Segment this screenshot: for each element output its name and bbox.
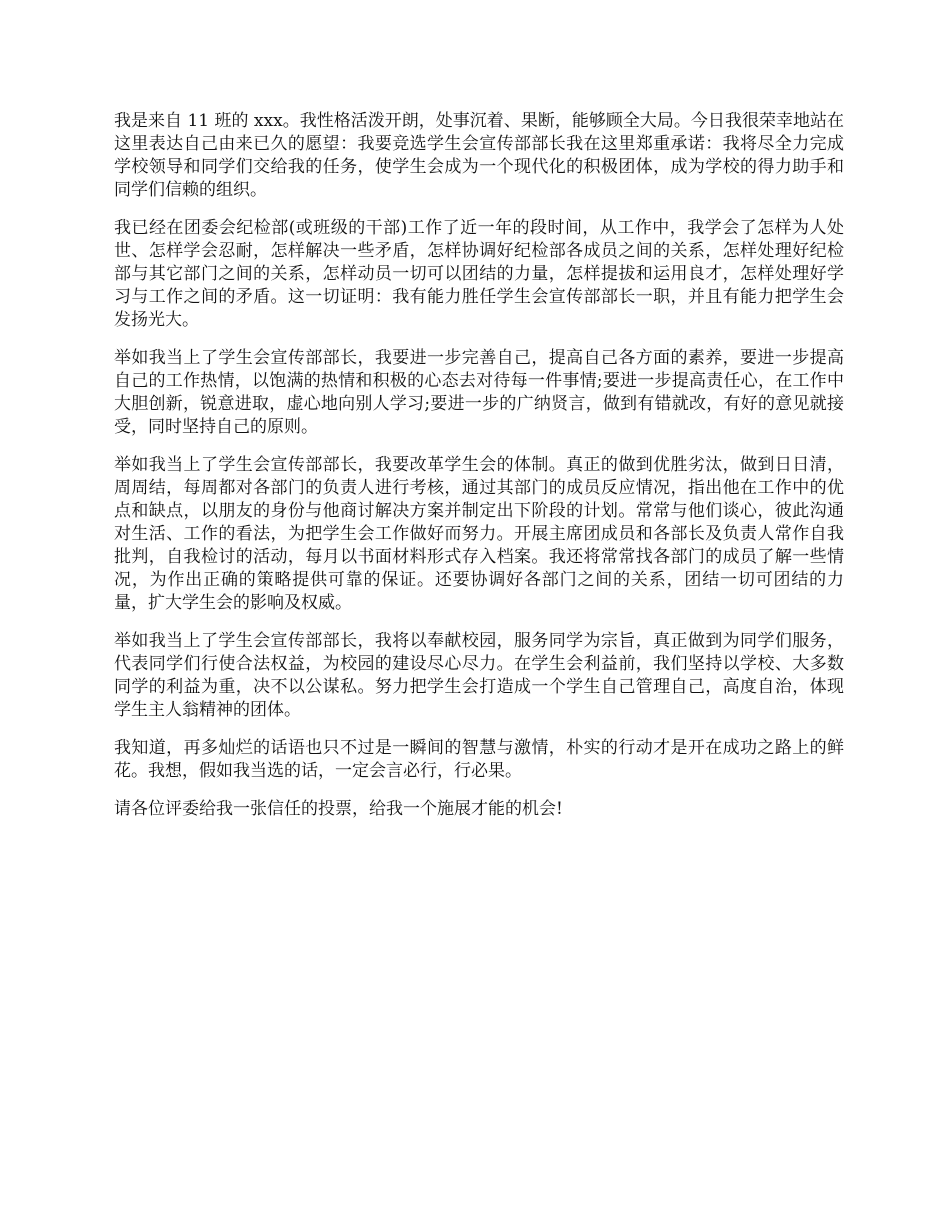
paragraph-3: 举如我当上了学生会宣传部部长，我要进一步完善自己，提高自己各方面的素养，要进一步提高自己的工作热情，以饱满的热情和积极的心态去对待每一件事情;要进一步提高责任心，在工作中大胆创新，锐意进取，虚心地向别人学习;要进一步的广纳贤言，做到有错就改，有好的意见就接受，同时坚持自己的原则。: [114, 348, 844, 437]
paragraph-1: 我是来自 11 班的 xxx。我性格活泼开朗，处事沉着、果断，能够顾全大局。今日我很荣幸地站在这里表达自己由来已久的愿望：我要竞选学生会宣传部部长我在这里郑重承诺：我将尽全力完成学校领导和同学们交给我的任务，使学生会成为一个现代化的积极团体，成为学校的得力助手和同学们信赖的组织。: [114, 111, 844, 200]
paragraph-4: 举如我当上了学生会宣传部部长，我要改革学生会的体制。真正的做到优胜劣汰，做到日日清，周周结，每周都对各部门的负责人进行考核，通过其部门的成员反应情况，指出他在工作中的优点和缺点，以朋友的身份与他商讨解决方案并制定出下阶段的计划。常常与他们谈心，彼此沟通对生活、工作的看法，为把学生会工作做好而努力。开展主席团成员和各部长及负责人常作自我批判，自我检讨的活动，每月以书面材料形式存入档案。我还将常常找各部门的成员了解一些情况，为作出正确的策略提供可靠的保证。还要协调好各部门之间的关系，团结一切可团结的力量，扩大学生会的影响及权威。: [114, 455, 844, 613]
document-body: [114, 110, 844, 836]
paragraph-6: 我知道，再多灿烂的话语也只不过是一瞬间的智慧与激情，朴实的行动才是开在成功之路上的鲜花。我想，假如我当选的话，一定会言必行，行必果。: [114, 738, 844, 781]
paragraph-2: 我已经在团委会纪检部(或班级的干部)工作了近一年的段时间，从工作中，我学会了怎样为人处世、怎样学会忍耐，怎样解决一些矛盾，怎样协调好纪检部各成员之间的关系，怎样处理好纪检部与其它部门之间的关系，怎样动员一切可以团结的力量，怎样提拔和运用良才，怎样处理好学习与工作之间的矛盾。这一切证明：我有能力胜任学生会宣传部部长一职，并且有能力把学生会发扬光大。: [114, 218, 844, 330]
paragraph-5: 举如我当上了学生会宣传部部长，我将以奉献校园，服务同学为宗旨，真正做到为同学们服务，代表同学们行使合法权益，为校园的建设尽心尽力。在学生会利益前，我们坚持以学校、大多数同学的利益为重，决不以公谋私。努力把学生会打造成一个学生自己管理自己，高度自治，体现学生主人翁精神的团体。: [114, 631, 844, 720]
paragraph-7: 请各位评委给我一张信任的投票，给我一个施展才能的机会!: [114, 799, 563, 819]
